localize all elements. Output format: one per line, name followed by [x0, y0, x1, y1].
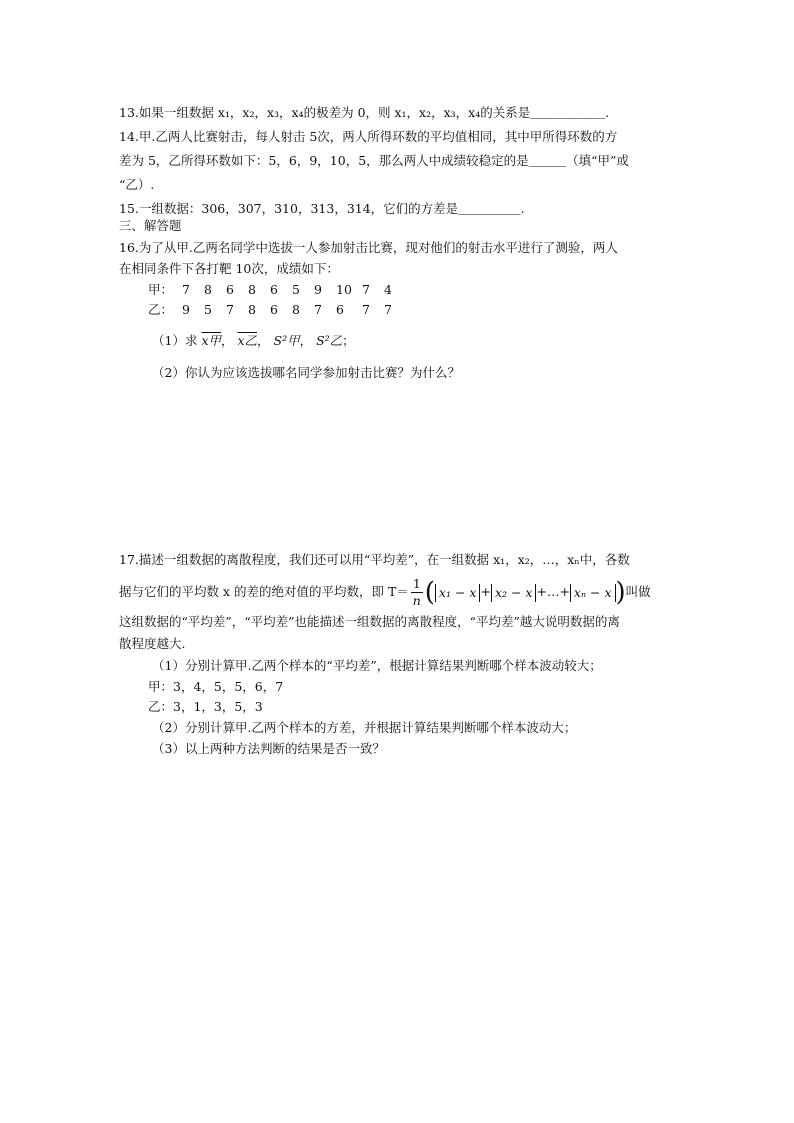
fraction [411, 576, 423, 609]
question-16-line-1: 16.为了从甲.乙两名同学中选拔一人参加射击比赛，现对他们的射击水平进行了测验，两人 [119, 240, 618, 255]
yi-scores-row [148, 300, 406, 320]
mean-jia: x甲 [201, 333, 221, 348]
abs-term: x₂ − x [491, 584, 537, 602]
score-cell: 8 [204, 282, 212, 297]
question-17-part-2: （2）分别计算甲.乙两个样本的方差，并根据计算结果判断哪个样本波动大； [152, 720, 577, 735]
part-1-prefix: （1）求 [152, 333, 198, 348]
section-title: 三、解答题 [119, 218, 182, 233]
question-17-part-3: （3）以上两种方法判断的结果是否一致？ [152, 741, 385, 756]
question-13: 13.如果一组数据 x₁，x₂，x₃，x₄的极差为 0，则 x₁，x₂，x₃，x₄的关系是＿＿＿＿＿＿. [119, 105, 610, 120]
question-16-part-2: （2）你认为应该选拔哪名同学参加射击比赛？为什么？ [152, 365, 460, 380]
ellipsis-sign: +…+ [536, 584, 570, 599]
score-cell: 4 [384, 282, 392, 297]
question-14-line-2: 差为 5，乙所得环数如下：5，6，9，10，5，那么两人中成绩较稳定的是＿＿＿（填“甲”或 [119, 153, 629, 168]
jia-label: 甲： [148, 282, 174, 297]
variance-jia: S²甲 [273, 333, 300, 348]
question-15: 15.一组数据：306，307，310，313，314，它们的方差是＿＿＿＿＿. [119, 201, 525, 216]
question-14-line-1: 14.甲.乙两人比赛射击，每人射击 5次，两人所得环数的平均值相同，其中甲所得环数的方 [119, 129, 618, 144]
score-cell: 8 [248, 282, 256, 297]
part-1-suffix: ； [342, 333, 355, 348]
question-16-line-2: 在相同条件下各打靶 10次，成绩如下： [119, 261, 339, 276]
fraction-numerator: 1 [412, 576, 421, 591]
plus-sign: + [480, 584, 491, 599]
score-cell: 9 [182, 302, 190, 317]
score-cell: 6 [336, 302, 344, 317]
abs-term: xₙ − x [570, 584, 616, 602]
question-16-part-1: （1）求 x甲， x乙， S²甲， S²乙； [152, 333, 355, 348]
question-17-jia-data: 甲：3，4，5，5，6，7 [148, 679, 284, 694]
line-2-prefix: 据与它们的平均数 x 的差的绝对值的平均数，即 T＝ [119, 584, 409, 599]
score-cell: 8 [292, 302, 300, 317]
question-17-line-4: 散程度越大. [119, 636, 186, 651]
score-cell: 7 [182, 282, 190, 297]
score-cell: 6 [270, 282, 278, 297]
score-cell: 7 [314, 302, 322, 317]
question-17-line-3: 这组数据的“平均差”，“平均差”也能描述一组数据的离散程度，“平均差”越大说明数据的离 [119, 614, 620, 629]
score-cell: 8 [248, 302, 256, 317]
question-17-line-2: 据与它们的平均数 x 的差的绝对值的平均数，即 T＝ $\frac{1}{n}$ ( x₁ − x + x₂ − x +…+ xₙ − x )叫做 [119, 576, 651, 608]
score-cell: 7 [384, 302, 392, 317]
score-cell: 6 [270, 302, 278, 317]
abs-term: x₁ − x [435, 584, 481, 602]
score-cell: 5 [204, 302, 212, 317]
question-17-line-1: 17.描述一组数据的离散程度，我们还可以用“平均差”，在一组数据 x₁，x₂，…，xₙ中，各数 [119, 552, 630, 567]
mean-yi: x乙 [237, 333, 258, 348]
score-cell: 7 [362, 282, 370, 297]
score-cell: 6 [226, 282, 234, 297]
score-cell: 7 [226, 302, 234, 317]
question-17-yi-data: 乙：3，1，3，5，3 [148, 699, 263, 714]
question-17-part-1: （1）分别计算甲.乙两个样本的“平均差”，根据计算结果判断哪个样本波动较大； [152, 658, 602, 673]
yi-label: 乙： [148, 302, 174, 317]
score-cell: 7 [362, 302, 370, 317]
score-cell: 5 [292, 282, 300, 297]
score-cell: 9 [314, 282, 322, 297]
jia-scores-row [148, 280, 406, 300]
variance-yi: S²乙 [316, 333, 343, 348]
question-14-line-3: “乙）. [119, 177, 155, 192]
line-2-suffix: 叫做 [625, 584, 651, 599]
score-cell: 10 [336, 282, 352, 297]
fraction-denominator: n [412, 593, 421, 608]
